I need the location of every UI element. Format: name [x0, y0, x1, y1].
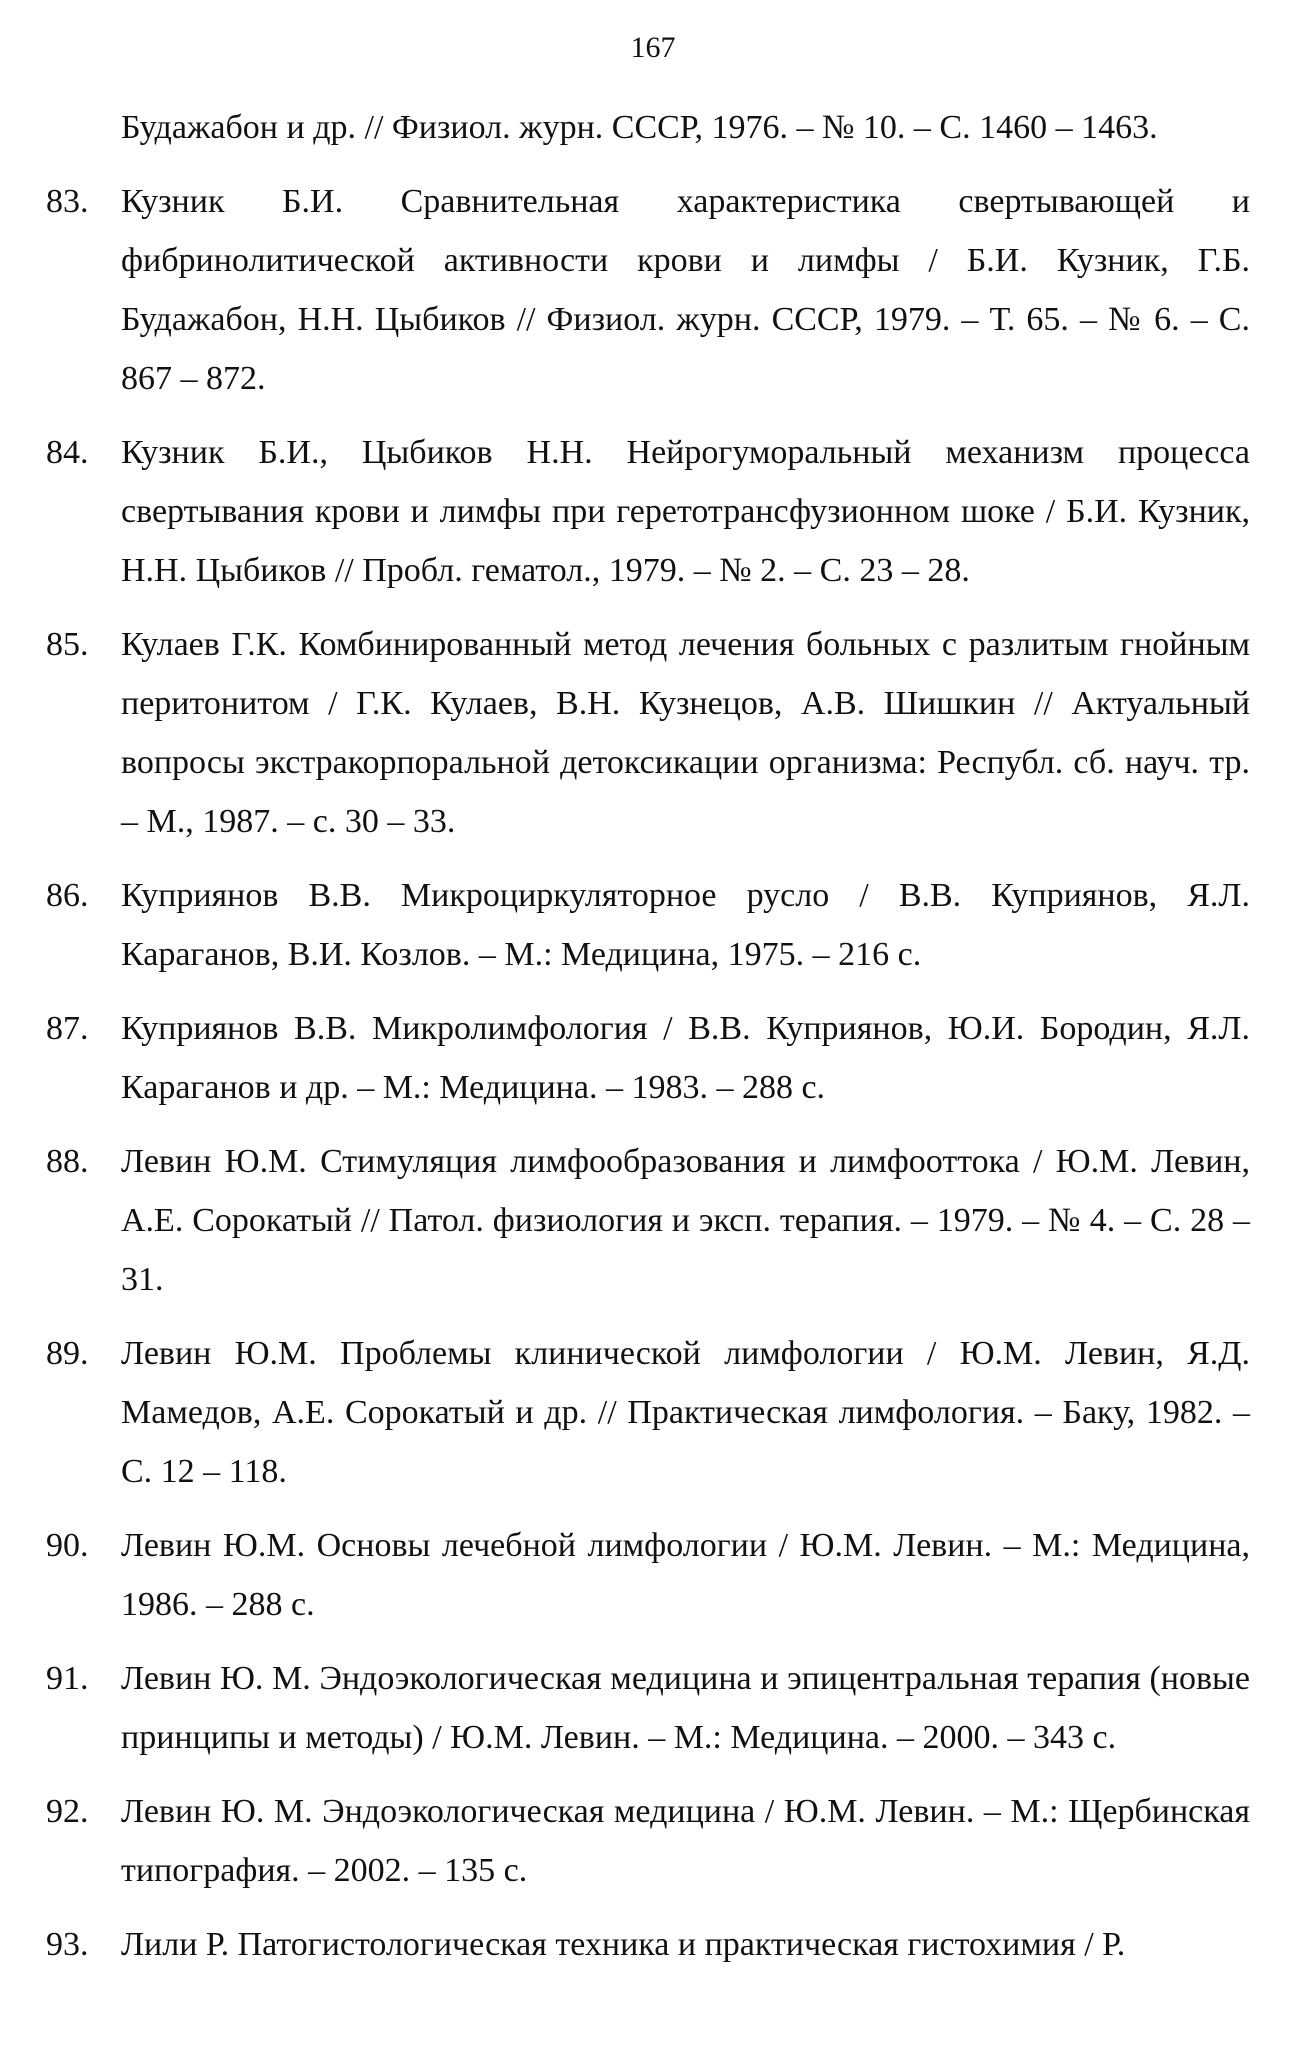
reference-item-91 [0, 1649, 1306, 1767]
reference-number: 92. [46, 1793, 89, 1830]
reference-text: Левин Ю. М. Эндоэкологическая медицина и эпицентральная терапия (новые принципы и методы) / Ю.М. Левин. – М.: Медицина. – 2000. – 343 с. [121, 1660, 1250, 1756]
reference-text: Будажабон и др. // Физиол. журн. СССР, 1976. – № 10. – С. 1460 – 1463. [121, 109, 1158, 146]
reference-number: 85. [46, 626, 89, 663]
reference-item-86 [0, 866, 1306, 984]
reference-text: Левин Ю.М. Проблемы клинической лимфологии / Ю.М. Левин, Я.Д. Мамедов, А.Е. Сорокатый и др. // Практическая лимфология. – Баку, 1982. – С. 12 – 118. [121, 1335, 1250, 1490]
reference-text: Куприянов В.В. Микролимфология / В.В. Куприянов, Ю.И. Бородин, Я.Л. Караганов и др. – М.: Медицина. – 1983. – 288 с. [121, 1010, 1250, 1106]
reference-text: Левин Ю.М. Стимуляция лимфообразования и лимфооттока / Ю.М. Левин, А.Е. Сорокатый // Патол. физиология и эксп. терапия. – 1979. – № 4. – С. 28 – 31. [121, 1143, 1250, 1298]
reference-number: 86. [46, 877, 89, 914]
reference-text: Лили Р. Патогистологическая техника и практическая гистохимия / Р. [121, 1926, 1126, 1963]
reference-item-90 [0, 1516, 1306, 1634]
reference-number: 89. [46, 1335, 89, 1372]
reference-number: 83. [46, 183, 89, 220]
reference-item-88 [0, 1132, 1306, 1309]
reference-number: 90. [46, 1527, 89, 1564]
reference-item-93 [0, 1915, 1306, 1974]
reference-number: 84. [46, 434, 89, 471]
reference-item-89 [0, 1324, 1306, 1501]
reference-item-87 [0, 999, 1306, 1117]
reference-item-83 [0, 172, 1306, 408]
reference-continuation [0, 98, 1306, 157]
reference-number: 88. [46, 1143, 89, 1180]
reference-item-84 [0, 423, 1306, 600]
reference-item-85 [0, 615, 1306, 851]
reference-item-92 [0, 1782, 1306, 1900]
reference-text: Кузник Б.И., Цыбиков Н.Н. Нейрогуморальный механизм процесса свертывания крови и лимфы при геретотрансфузионном шоке / Б.И. Кузник, Н.Н. Цыбиков // Пробл. гематол., 1979. – № 2. – С. 23 – 28. [121, 434, 1250, 589]
reference-text: Кулаев Г.К. Комбинированный метод лечения больных с разлитым гнойным перитонитом / Г.К. Кулаев, В.Н. Кузнецов, А.В. Шишкин // Актуальный вопросы экстракорпоральной детоксикации организма: Республ. сб. науч. тр. – М., 1987. – с. 30 – 33. [121, 626, 1250, 840]
reference-number: 87. [46, 1010, 89, 1047]
page-number: 167 [630, 31, 676, 64]
reference-number: 93. [46, 1926, 89, 1963]
reference-text: Куприянов В.В. Микроциркуляторное русло / В.В. Куприянов, Я.Л. Караганов, В.И. Козлов. – М.: Медицина, 1975. – 216 с. [121, 877, 1250, 973]
reference-text: Левин Ю.М. Основы лечебной лимфологии / Ю.М. Левин. – М.: Медицина, 1986. – 288 с. [121, 1527, 1250, 1623]
reference-number: 91. [46, 1660, 89, 1697]
reference-text: Кузник Б.И. Сравнительная характеристика свертывающей и фибринолитической активности крови и лимфы / Б.И. Кузник, Г.Б. Будажабон, Н.Н. Цыбиков // Физиол. журн. СССР, 1979. – Т. 65. – № 6. – С. 867 – 872. [121, 183, 1250, 397]
reference-list [0, 98, 1306, 1989]
reference-text: Левин Ю. М. Эндоэкологическая медицина / Ю.М. Левин. – М.: Щербинская типография. – 2002. – 135 с. [121, 1793, 1250, 1889]
